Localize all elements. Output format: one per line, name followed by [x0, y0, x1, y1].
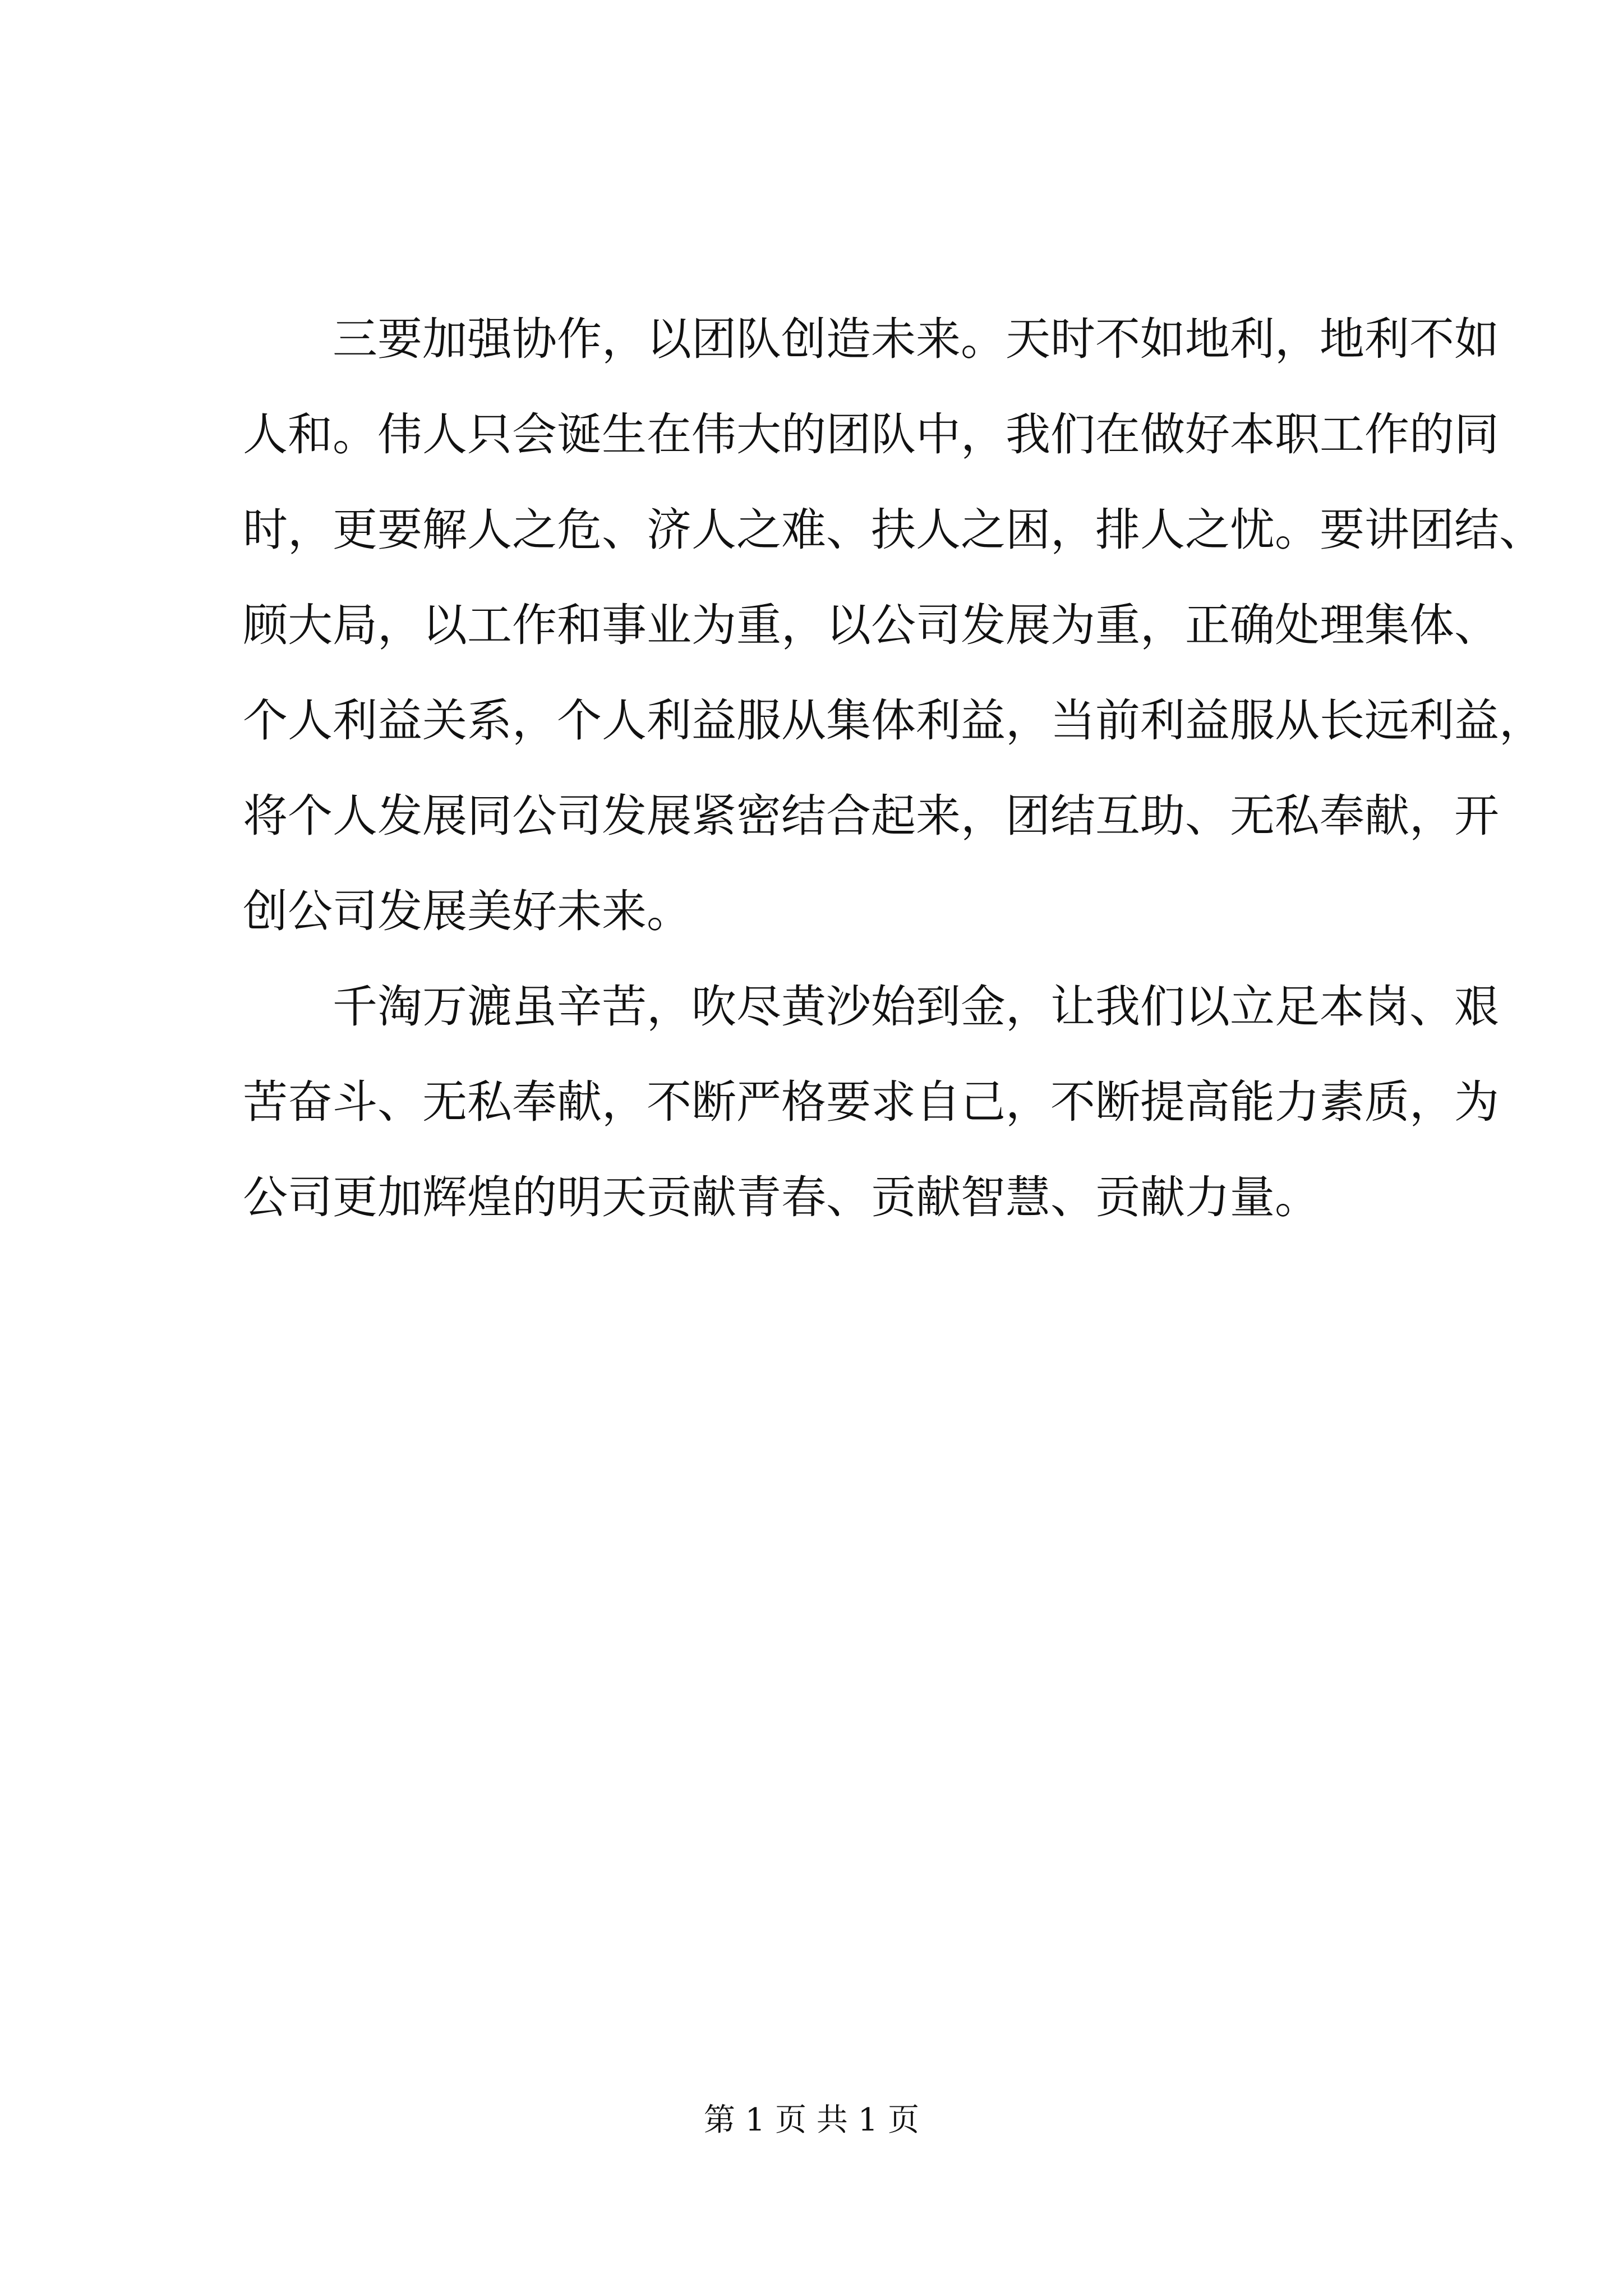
paragraph-line: 创公司发展美好未来。 — [243, 885, 691, 937]
paragraph-line: 时，更要解人之危、济人之难、扶人之困，排人之忧。要讲团结、 — [243, 504, 1544, 556]
paragraph-line: 个人利益关系，个人利益服从集体利益，当前利益服从长远利益， — [243, 694, 1544, 747]
paragraph-closing — [243, 959, 1499, 1245]
page-number-footer: 第 1 页 共 1 页 — [703, 2102, 920, 2138]
paragraph-line: 顾大局，以工作和事业为重，以公司发展为重，正确处理集体、 — [243, 599, 1499, 651]
paragraph-line: 三要加强协作，以团队创造未来。天时不如地利，地利不如 — [333, 313, 1499, 365]
paragraph-line: 人和。伟人只会诞生在伟大的团队中，我们在做好本职工作的同 — [243, 408, 1499, 461]
paragraph-line: 公司更加辉煌的明天贡献青春、贡献智慧、贡献力量。 — [243, 1171, 1320, 1223]
paragraph-line: 千淘万漉虽辛苦，吹尽黄沙始到金，让我们以立足本岗、艰 — [333, 981, 1499, 1033]
paragraph-line: 将个人发展同公司发展紧密结合起来，团结互助、无私奉献，开 — [243, 790, 1499, 842]
paragraph-line: 苦奋斗、无私奉献，不断严格要求自己，不断提高能力素质，为 — [243, 1076, 1499, 1128]
paragraph-teamwork — [243, 292, 1544, 959]
document-body — [243, 292, 1544, 1245]
